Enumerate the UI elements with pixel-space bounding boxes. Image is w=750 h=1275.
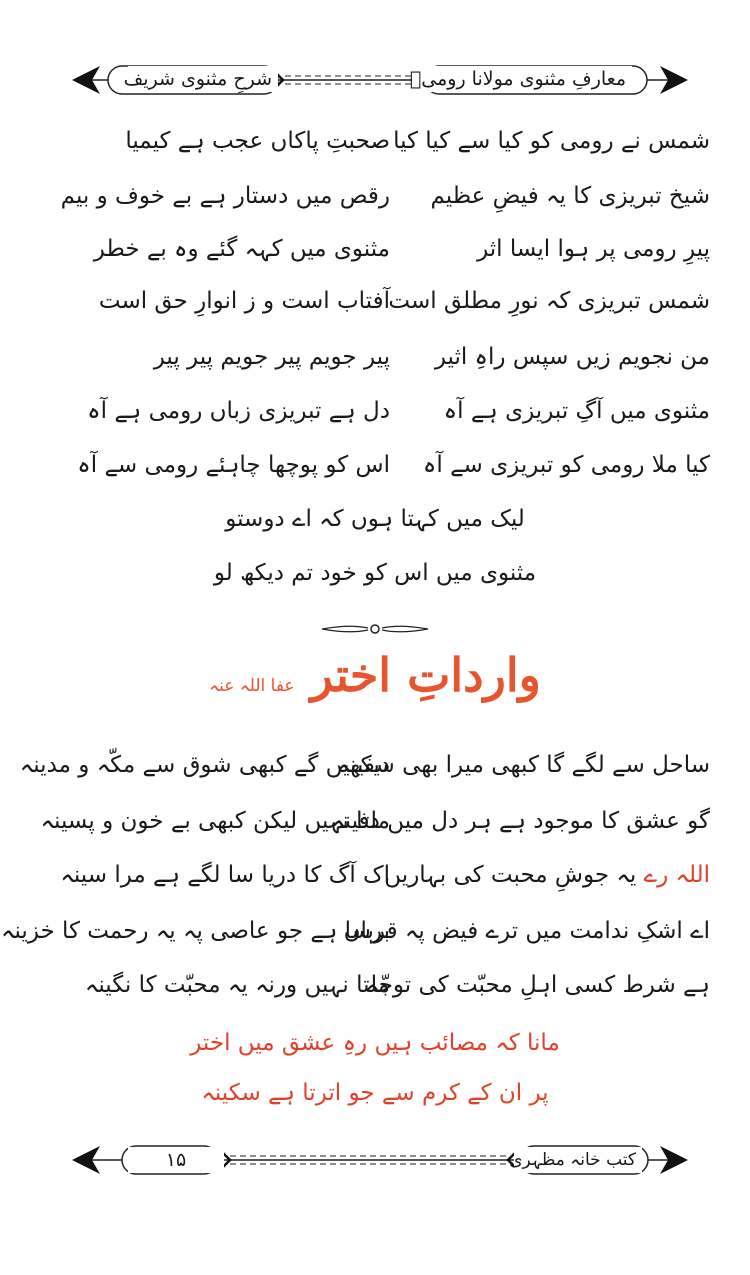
poem1-couplet-4-right: شمس تبریزی کہ نورِ مطلق است xyxy=(388,288,710,314)
poem1-couplet-7-left: اس کو پوچھا چاہئے رومی سے آہ xyxy=(77,452,390,478)
section-title-main: وارداتِ اختر xyxy=(310,648,541,702)
section-title-suffix: عفا اللہ عنہ xyxy=(209,676,295,696)
poem1-couplet-2-left: رقص میں دستار ہے بے خوف و بیم xyxy=(60,183,390,209)
poem1-couplet-2-right: شیخ تبریزی کا یہ فیضِ عظیم xyxy=(430,183,710,209)
poem1-couplet-1-right: شمس نے رومی کو کیا سے کیا کیا xyxy=(393,128,710,154)
poem2-closing-line-1: مانا کہ مصائب ہیں رہِ عشق میں اختر xyxy=(190,1030,560,1056)
poem2-couplet-3-red-word: اللہ رے xyxy=(643,862,710,888)
section-divider xyxy=(320,622,430,636)
poem2-couplet-4-left: برسا ہے جو عاصی پہ یہ رحمت کا خزینہ xyxy=(1,918,390,944)
poem2-closing-line-2: پر ان کے کرم سے جو اترتا ہے سکینہ xyxy=(201,1080,549,1106)
poem1-closing-line-1: لیک میں کہتا ہوں کہ اے دوستو xyxy=(225,506,525,532)
poem1-couplet-6-left: دل ہے تبریزی زباں رومی ہے آہ xyxy=(87,398,390,424)
header-book-title: شرحِ مثنوی شریف xyxy=(128,66,278,92)
poem1-couplet-5-right: من نجویم زیں سپس راہِ اثیر xyxy=(434,344,710,370)
poem1-couplet-3-right: پیرِ رومی پر ہوا ایسا اثر xyxy=(477,236,710,262)
poem1-couplet-5-left: پیر جویم پیر جویم پیر پیر xyxy=(153,344,390,370)
poem2-couplet-5-right: ہے شرط کسی اہلِ محبّت کی توجّہ xyxy=(365,972,710,998)
poem1-couplet-1-left: صحبتِ پاکاں عجب ہے کیمیا xyxy=(125,128,390,154)
poem2-couplet-5-left: ملتا نہیں ورنہ یہ محبّت کا نگینہ xyxy=(84,972,390,998)
poem1-closing-line-2: مثنوی میں اس کو خود تم دیکھ لو xyxy=(213,560,537,586)
poem2-couplet-2-left: ملتا نہیں لیکن کبھی بے خون و پسینہ xyxy=(40,808,390,834)
poem2-couplet-3-right xyxy=(384,862,710,906)
footer-ornament-bar xyxy=(70,1138,690,1182)
section-title xyxy=(150,648,600,702)
poem1-couplet-7-right: کیا ملا رومی کو تبریزی سے آہ xyxy=(422,452,710,478)
poem2-couplet-2-right: گو عشق کا موجود ہے ہر دل میں دفینہ xyxy=(331,808,710,834)
poem2-couplet-3-right-text: یہ جوشِ محبت کی بہاریں xyxy=(384,862,637,888)
header-ornament-bar xyxy=(70,58,690,102)
poem2-couplet-4-right: اے اشکِ ندامت میں ترے فیض پہ قرباں xyxy=(343,918,710,944)
page-number: ۱۵ xyxy=(128,1147,224,1173)
publisher-label: کتب خانہ مظہری xyxy=(514,1147,642,1173)
poem2-couplet-1-right: ساحل سے لگے گا کبھی میرا بھی سفینہ xyxy=(336,752,710,778)
poem2-couplet-3-left: اک آگ کا دریا سا لگے ہے مرا سینہ xyxy=(60,862,390,888)
poem1-couplet-4-left: آفتاب است و ز انوارِ حق است xyxy=(98,288,390,314)
header-series-title: معارفِ مثنوی مولانا رومیؒ xyxy=(412,66,632,92)
poem2-couplet-1-left: دیکھیں گے کبھی شوق سے مکّہ و مدینہ xyxy=(19,752,390,778)
poem1-couplet-6-right: مثنوی میں آگِ تبریزی ہے آہ xyxy=(443,398,710,424)
poem1-couplet-3-left: مثنوی میں کہہ گئے وہ بے خطر xyxy=(93,236,390,262)
